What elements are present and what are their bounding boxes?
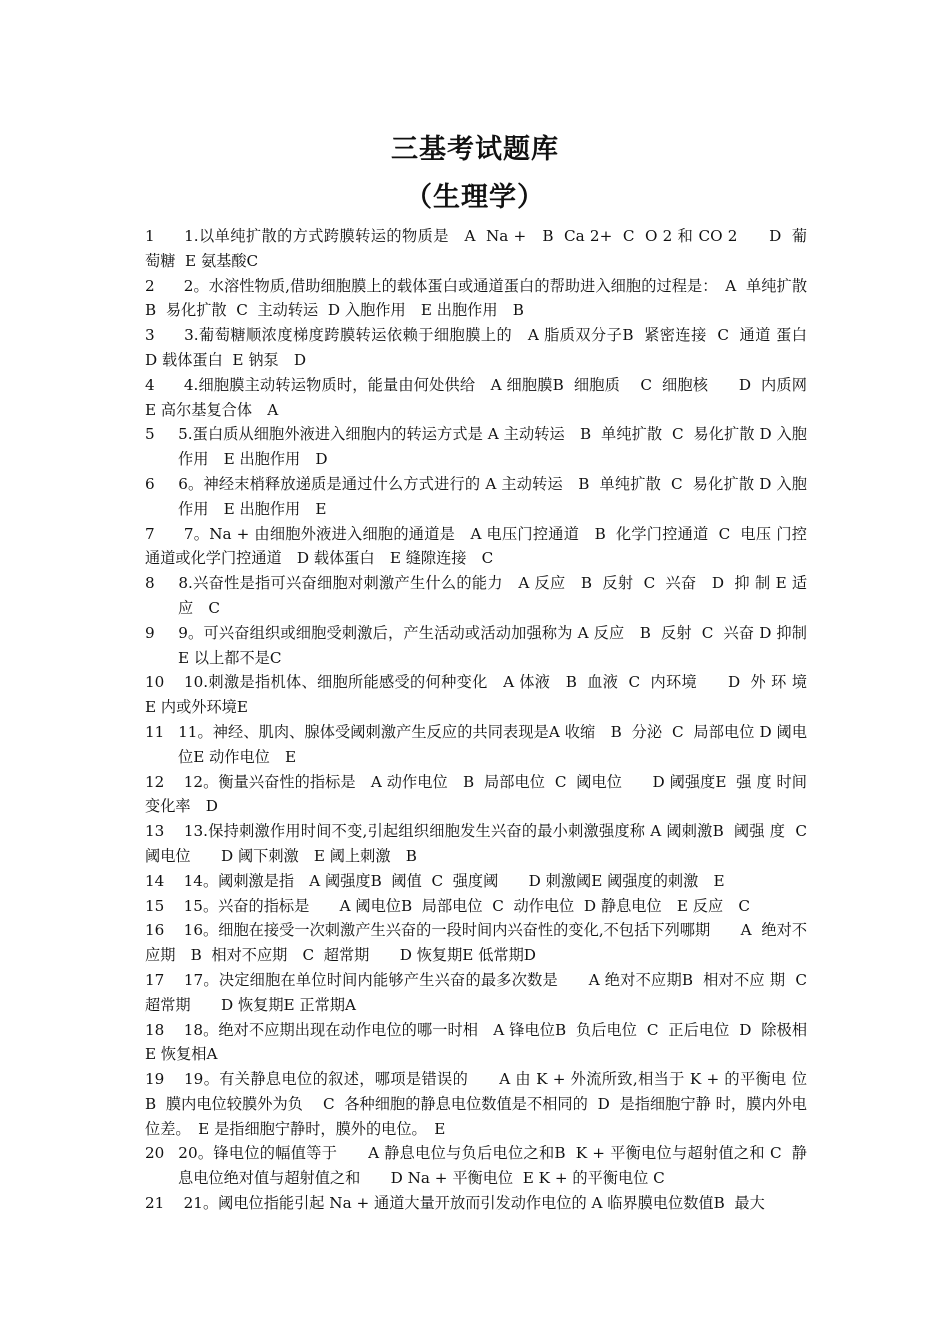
question-item: 7 7。Na + 由细胞外液进入细胞的通道是 A 电压门控通道 B 化学门控通道 C 电压 门控通道或化学门控通道 D 载体蛋白 E 缝隙连接 C (145, 524, 807, 568)
question-item: 5 5.蛋白质从细胞外液进入细胞内的转运方式是 A 主动转运 B 单纯扩散 C 易化扩散 D 入胞作用 E 出胞作用 D (145, 425, 807, 469)
document-subtitle: （生理学） (405, 182, 545, 213)
question-list (145, 224, 838, 1216)
question-item: 18 18。绝对不应期出现在动作电位的哪一时相 A 锋电位B 负后电位 C 正后电位 D 除极相 E 恢复相A (145, 1020, 823, 1064)
question-item: 9 9。可兴奋组织或细胞受刺激后，产生活动或活动加强称为 A 反应 B 反射 C 兴奋 D 抑制 E 以上都不是C (145, 623, 823, 667)
question-item: 2 2。水溶性物质,借助细胞膜上的载体蛋白或通道蛋白的帮助进入细胞的过程是： A 单纯扩散 B 易化扩散 C 主动转运 D 入胞作用 E 出胞作用 B (145, 276, 838, 320)
question-item: 3 3.葡萄糖顺浓度梯度跨膜转运依赖于细胞膜上的 A 脂质双分子B 紧密连接 C 通道 蛋白 D 载体蛋白 E 钠泵 D (145, 326, 838, 369)
document-title: 三基考试题库 (391, 134, 559, 165)
question-item: 19 19。有关静息电位的叙述，哪项是错误的 A 由 K + 外流所致,相当于 K + 的平衡电 位 B 膜内电位较膜外为负 C 各种细胞的静息电位数值是不相同的 D 是指细胞宁静 时，膜内外电位差。 E 是指细胞宁静时，膜外的电位。 E (145, 1070, 817, 1138)
question-item: 12 12。衡量兴奋性的指标是 A 动作电位 B 局部电位 C 阈电位 D 阈强度E 强 度 时间变化率 D (145, 772, 807, 816)
question-item: 13 13.保持刺激作用时间不变,引起组织细胞发生兴奋的最小刺激强度称 A 阈刺激B 阈强 度 C 阈电位 D 阈下刺激 E 阈上刺激 B (145, 822, 817, 865)
question-item: 17 17。决定细胞在单位时间内能够产生兴奋的最多次数是 A 绝对不应期B 相对不应 期 C 超常期 D 恢复期E 正常期A (145, 970, 817, 1014)
question-item: 14 14。阈刺激是指 A 阈强度B 阈值 C 强度阈 D 刺激阈E 阈强度的刺激 E (145, 871, 725, 890)
question-item: 10 10.刺激是指机体、细胞所能感受的何种变化 A 体液 B 血液 C 内环境 D 外 环 境 E 内或外环境E (145, 673, 817, 717)
question-item: 20 20。锋电位的幅值等于 A 静息电位与负后电位之和B K + 平衡电位与超射值之和 C 静息电位绝对值与超射值之和 D Na + 平衡电位 E K + 的平衡电位 C (145, 1144, 807, 1188)
question-item: 15 15。兴奋的指标是 A 阈电位B 局部电位 C 动作电位 D 静息电位 E 反应 C (145, 896, 750, 915)
question-item: 16 16。细胞在接受一次刺激产生兴奋的一段时间内兴奋性的变化,不包括下列哪期 A 绝对不应期 B 相对不应期 C 超常期 D 恢复期E 低常期D (145, 921, 808, 965)
question-item: 6 6。神经末梢释放递质是通过什么方式进行的 A 主动转运 B 单纯扩散 C 易化扩散 D 入胞作用 E 出胞作用 E (145, 474, 807, 518)
question-item: 8 8.兴奋性是指可兴奋细胞对刺激产生什么的能力 A 反应 B 反射 C 兴奋 D 抑 制 E 适应 C (145, 574, 808, 617)
question-item: 1 1.以单纯扩散的方式跨膜转运的物质是 A Na + B Ca 2+ C O 2 和 CO 2 D 葡 萄糖 E 氨基酸C (145, 227, 812, 270)
question-item: 21 21。阈电位指能引起 Na + 通道大量开放而引发动作电位的 A 临界膜电位数值B 最大 (145, 1194, 765, 1213)
question-item: 11 11。神经、肌肉、腺体受阈刺激产生反应的共同表现是A 收缩 B 分泌 C 局部电位 D 阈电位E 动作电位 E (145, 722, 808, 766)
question-item: 4 4.细胞膜主动转运物质时，能量由何处供给 A 细胞膜B 细胞质 C 细胞核 D 内质网 E 高尔基复合体 A (145, 375, 817, 419)
